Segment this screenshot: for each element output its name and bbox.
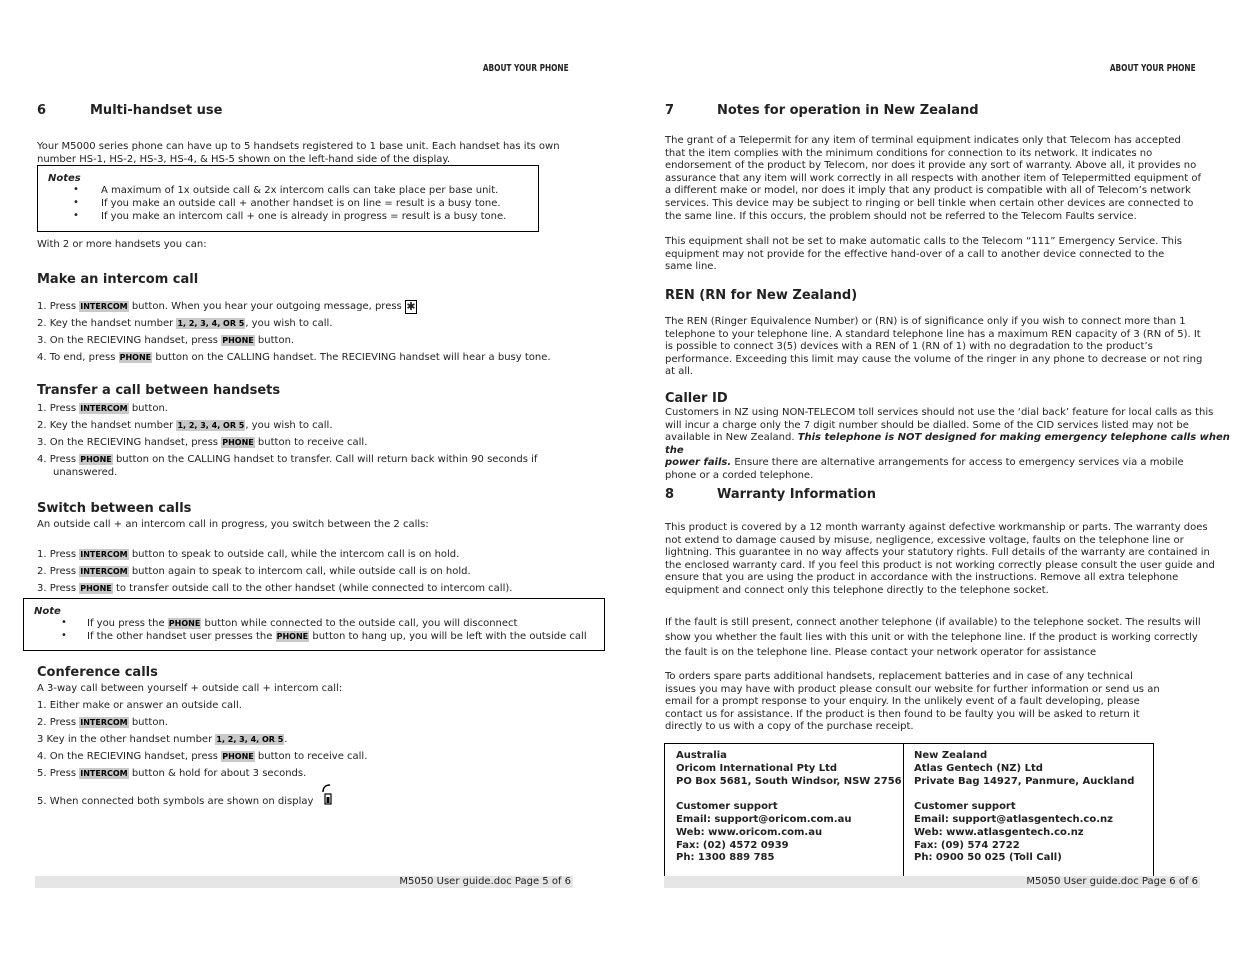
number-keys: 1, 2, 3, 4, OR 5 [177,319,245,328]
bullet-icon: • [61,630,67,641]
intercom-key: INTERCOM [80,769,128,778]
page-footer: M5050 User guide.doc Page 6 of 6 [664,876,1200,888]
notes-title: Notes [48,173,81,184]
contact-table [664,743,1154,877]
phone-key: PHONE [168,619,201,628]
new-zealand-contact: New Zealand Atlas Gentech (NZ) Ltd Private Bag 14927, Panmure, Auckland Customer support Email: support@atlasgentech.co.nz Web: www.atlasgentech.co.nz Fax: (09) 574 2722 Ph: 0900 50 025 (Toll Call) [914,750,1135,864]
ren-heading: REN (RN for New Zealand) [665,288,858,303]
bullet-icon: • [73,184,79,195]
page-header: ABOUT YOUR PHONE [483,63,569,74]
section-title: Multi-handset use [90,103,223,118]
note-title: Note [34,606,61,617]
list-item: 1. Press INTERCOM button to speak to outside call, while the intercom call is on hold. [37,549,460,560]
ren-paragraph: The REN (Ringer Equivalence Number) or (RN) is of significance only if you wish to connect more than 1 telephone to your telephone line. A standard telephone line has a maximum REN capacity of 3 (RN of 5). It is possible to connect 3(5) devices with a REN of 1 (RN of 1) with no degradation to the product’s performance. Exceeding this limit may cause the volume of the ringer in any phone to decrease or not ring at all. [665,316,1203,378]
handset-icon [320,784,334,806]
switch-intro: An outside call + an intercom call in progress, you switch between the 2 calls: [37,519,429,530]
warranty-paragraph: This product is covered by a 12 month warranty against defective workmanship or parts. The warranty does not extend to damage caused by misuse, negligence, excessive voltage, faults on the telephone line or lightning. This guarantee in no way affects your statutory rights. Full details of the warranty are contained in the enclosed warranty card. If you feel this product is not working correctly please consult the user guide and ensure that you are using the product in accordance with the instructions. Remove all extra telephone equipment and connect only this telephone directly to the telephone socket. [665,522,1215,596]
telepermit-paragraph: The grant of a Telepermit for any item of terminal equipment indicates only that Telecom has accepted that the item complies with the minimum conditions for connection to its network. It indicates no endorsement of the product by Telecom, nor does it provide any sort of warranty. Above all, it provides no assurance that any item will work correctly in all respects with another item of Telepermitted equipment of a different make or model, nor does it imply that any product is compatible with all of Telecom’s network services. This device may be subject to ringing or bell tinkle when certain other devices are connected to the same line. If this occurs, the problem should not be referred to the Telecom Faults service. [665,135,1201,222]
caller-id-paragraph: Customers in NZ using NON-TELECOM toll services should not use the ‘dial back’ feature for local calls as this will incur a charge only the 7 digit number should be dialled. Some of the CID services listed may not be available in New Zealand. This telephone is NOT designed for making emergency telephone calls when the power fails. Ensure there are alternative arrangements for access to emergency services via a mobile phone or a corded telephone. [665,407,1230,481]
page-footer: M5050 User guide.doc Page 5 of 6 [35,876,573,888]
emergency-paragraph: This equipment shall not be set to make automatic calls to the Telecom “111” Emergency Service. This equipment may not provide for the effective hand-over of a call to another device connected to the same line. [665,236,1182,273]
list-item-cont: unanswered. [53,467,118,478]
list-item: 5. When connected both symbols are shown on display [37,796,314,807]
note-item: If you press the PHONE button while connected to the outside call, you will disconnect [87,618,518,629]
note-item: If you make an outside call + another handset is on line = result is a busy tone. [101,198,501,209]
with-handsets-text: With 2 or more handsets you can: [37,239,207,250]
intro-line: Your M5000 series phone can have up to 5 handsets registered to 1 base unit. Each handset has its own [37,141,560,152]
phone-key: PHONE [119,353,152,362]
list-item: 2. Press INTERCOM button. [37,717,168,728]
number-keys: 1, 2, 3, 4, OR 5 [216,735,284,744]
note-item: A maximum of 1x outside call & 2x intercom calls can take place per base unit. [101,185,499,196]
section-number: 7 [665,103,675,118]
conference-heading: Conference calls [37,665,158,680]
caller-id-heading: Caller ID [665,391,728,406]
phone-key: PHONE [222,336,254,345]
intercom-key: INTERCOM [80,302,128,311]
list-item: 4. On the RECIEVING handset, press PHONE button to receive call. [37,751,368,762]
phone-key: PHONE [80,584,112,593]
fault-paragraph: If the fault is still present, connect another telephone (if available) to the telephone socket. The results will show you whether the fault lies with this unit or with the telephone line. If the product is working correctly the fault is on the telephone line. Please contact your network operator for assistance [665,617,1201,658]
australia-contact: Australia Oricom International Pty Ltd PO Box 5681, South Windsor, NSW 2756 Customer support Email: support@oricom.com.au Web: www.oricom.com.au Fax: (02) 4572 0939 Ph: 1300 889 785 [676,750,902,864]
page-header: ABOUT YOUR PHONE [1110,63,1196,74]
intercom-key: INTERCOM [80,718,128,727]
section-number: 8 [665,487,675,502]
switch-heading: Switch between calls [37,501,192,516]
section-title: Warranty Information [717,487,876,502]
section-number: 6 [37,103,47,118]
list-item: 3. On the RECIEVING handset, press PHONE button. [37,335,295,346]
list-item: 4. To end, press PHONE button on the CALLING handset. The RECIEVING handset will hear a busy tone. [37,352,551,363]
list-item: 3. On the RECIEVING handset, press PHONE button to receive call. [37,437,368,448]
notes-box [37,165,539,232]
bullet-icon: • [73,197,79,208]
intercom-heading: Make an intercom call [37,272,199,287]
note-box [23,598,605,651]
conference-intro: A 3-way call between yourself + outside call + intercom call: [37,683,343,694]
transfer-heading: Transfer a call between handsets [37,383,281,398]
phone-key: PHONE [222,752,254,761]
list-item: 2. Key the handset number 1, 2, 3, 4, OR 5, you wish to call. [37,318,333,329]
list-item: 3 Key in the other handset number 1, 2, 3, 4, OR 5. [37,734,288,745]
table-divider [903,744,904,876]
list-item: 1. Press INTERCOM button. [37,403,168,414]
list-item: 2. Key the handset number 1, 2, 3, 4, OR 5, you wish to call. [37,420,333,431]
intercom-key: INTERCOM [80,550,128,559]
bullet-icon: • [73,210,79,221]
note-item: If you make an intercom call + one is already in progress = result is a busy tone. [101,211,507,222]
section-title: Notes for operation in New Zealand [717,103,979,118]
phone-key: PHONE [276,632,309,641]
list-item: 4. Press PHONE button on the CALLING handset to transfer. Call will return back within 90 seconds if [37,454,538,465]
list-item: 2. Press INTERCOM button again to speak to intercom call, while outside call is on hold. [37,566,471,577]
list-item: 1. Press INTERCOM button. When you hear your outgoing message, press ✱ [37,300,416,313]
phone-key: PHONE [80,455,112,464]
star-key-icon: ✱ [406,300,416,313]
intercom-key: INTERCOM [80,567,128,576]
spare-parts-paragraph: To orders spare parts additional handsets, replacement batteries and in case of any technical issues you may have with product please consult our website for further information or send us an email for a prompt response to your enquiry. In the unlikely event of a fault developing, please contact us for assistance. If the product is then found to be faulty you will be asked to return it directly to us with a copy of the purchase receipt. [665,671,1160,733]
note-item: If the other handset user presses the PHONE button to hang up, you will be left with the outside call [87,631,587,642]
phone-key: PHONE [222,438,254,447]
bullet-icon: • [61,617,67,628]
intercom-key: INTERCOM [80,404,128,413]
list-item: 3. Press PHONE to transfer outside call to the other handset (while connected to intercom call). [37,583,513,594]
number-keys: 1, 2, 3, 4, OR 5 [177,421,245,430]
list-item: 5. Press INTERCOM button & hold for about 3 seconds. [37,768,307,779]
list-item: 1. Either make or answer an outside call. [37,700,242,711]
intro-line: number HS-1, HS-2, HS-3, HS-4, & HS-5 shown on the left-hand side of the display. [37,154,451,165]
